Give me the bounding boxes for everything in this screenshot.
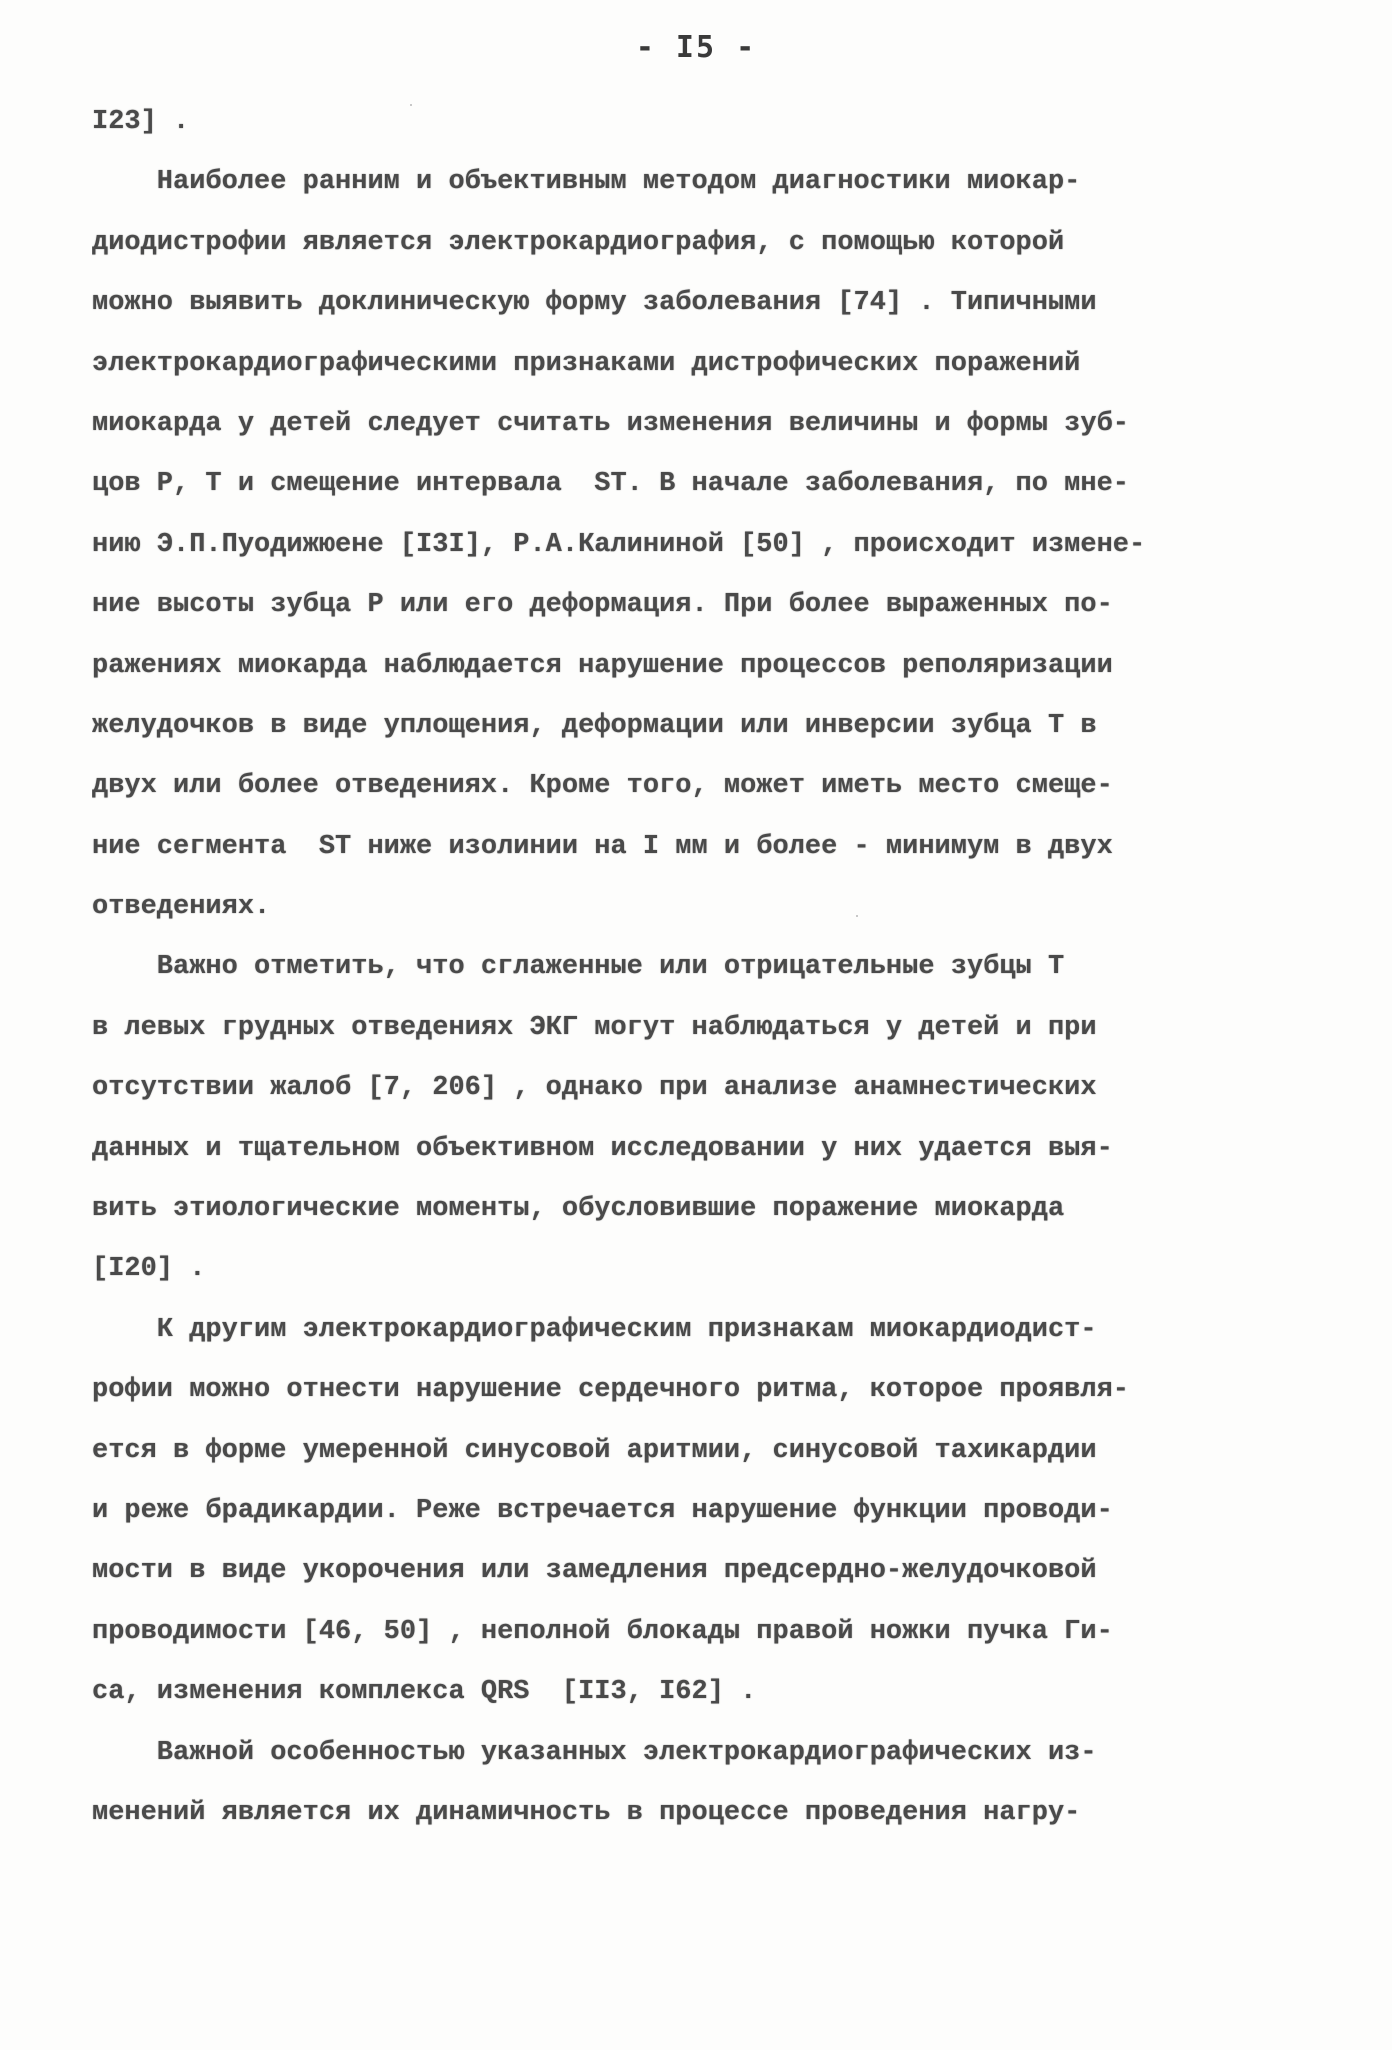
text-line: ние сегмента ST ниже изолинии на I мм и более - минимум в двух bbox=[92, 831, 1113, 862]
text-line: отведениях. bbox=[92, 892, 271, 923]
text-line: проводимости [46, 50] , неполной блокады правой ножки пучка Ги- bbox=[92, 1616, 1113, 1647]
text-line: диодистрофии является электрокардиография, с помощью которой bbox=[92, 227, 1065, 258]
text-line: отсутствии жалоб [7, 206] , однако при анализе анамнестических bbox=[92, 1073, 1097, 1104]
text-line: данных и тщательном объективном исследовании у них удается выя- bbox=[92, 1133, 1113, 1164]
text-line: нию Э.П.Пуодижюене [I3I], Р.А.Калининой [50] , происходит измене- bbox=[92, 529, 1146, 560]
text-line: мости в виде укорочения или замедления предсердно-желудочковой bbox=[92, 1556, 1097, 1587]
text-line: ражениях миокарда наблюдается нарушение процессов реполяризации bbox=[92, 650, 1113, 681]
text-line: и реже брадикардии. Реже встречается нарушение функции проводи- bbox=[92, 1495, 1113, 1526]
text-line: можно выявить доклиническую форму заболевания [74] . Типичными bbox=[92, 288, 1097, 319]
text-line: рофии можно отнести нарушение сердечного ритма, которое проявля- bbox=[92, 1375, 1129, 1406]
text-line: Наиболее ранним и объективным методом диагностики миокар- bbox=[92, 167, 1081, 198]
text-line: Важной особенностью указанных электрокардиографических из- bbox=[92, 1737, 1097, 1768]
text-line: ется в форме умеренной синусовой аритмии, синусовой тахикардии bbox=[92, 1435, 1097, 1466]
text-line: электрокардиографическими признаками дистрофических поражений bbox=[92, 348, 1081, 379]
text-line: желудочков в виде уплощения, деформации или инверсии зубца T в bbox=[92, 710, 1097, 741]
text-line: са, изменения комплекса QRS [II3, I62] . bbox=[92, 1677, 757, 1708]
text-line: I23] . bbox=[92, 107, 190, 137]
text-line: ние высоты зубца P или его деформация. При более выраженных по- bbox=[92, 590, 1113, 621]
text-line: Важно отметить, что сглаженные или отрицательные зубцы T bbox=[92, 952, 1065, 983]
text-line: менений является их динамичность в процессе проведения нагру- bbox=[92, 1797, 1081, 1828]
text-line: цов P, T и смещение интервала ST. В начале заболевания, по мне- bbox=[92, 469, 1129, 500]
paper-speck bbox=[410, 104, 412, 106]
text-line: вить этиологические моменты, обусловившие поражение миокарда bbox=[92, 1194, 1065, 1225]
text-line: в левых грудных отведениях ЭКГ могут наблюдаться у детей и при bbox=[92, 1012, 1097, 1043]
text-line: миокарда у детей следует считать изменения величины и формы зуб- bbox=[92, 408, 1129, 439]
text-line: [I20] . bbox=[92, 1254, 206, 1285]
body-text bbox=[92, 92, 1302, 1843]
paper-speck bbox=[856, 915, 858, 917]
text-line: К другим электрокардиографическим признакам миокардиодист- bbox=[92, 1314, 1097, 1345]
text-line: двух или более отведениях. Кроме того, может иметь место смеще- bbox=[92, 771, 1113, 802]
page-number: - I5 - bbox=[635, 30, 757, 65]
